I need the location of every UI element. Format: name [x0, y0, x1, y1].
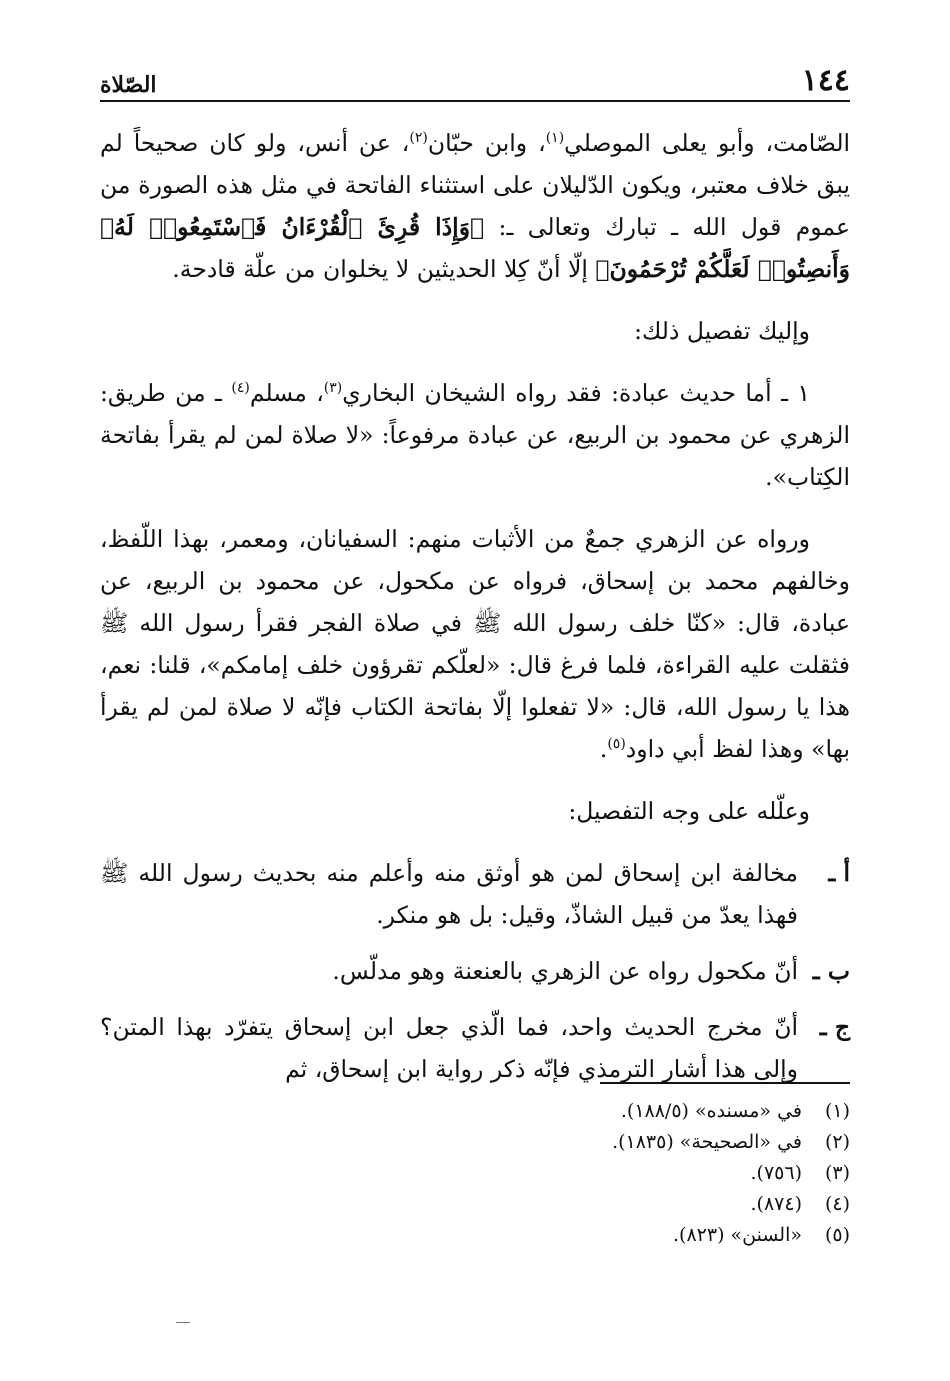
- page-header: [100, 62, 850, 102]
- paragraph-4: [100, 518, 850, 770]
- footnote-text: «السنن» (٨٢٣).: [673, 1224, 802, 1246]
- list-item-text: أنّ مكحول رواه عن الزهري بالعنعنة وهو مدلّس.: [332, 957, 798, 985]
- footnote-number: (٥): [824, 1224, 850, 1246]
- footnote: [105, 1096, 850, 1127]
- paragraph-3: [100, 372, 850, 498]
- scan-mark: [176, 1322, 190, 1323]
- list-item: [100, 1006, 850, 1090]
- footnote-number: (٣): [824, 1162, 850, 1184]
- footnote-ref-3: (٣): [323, 380, 343, 397]
- paragraph-1-text-a: الصّامت، وأبو يعلى الموصلي: [564, 129, 851, 157]
- footnote: [105, 1189, 850, 1220]
- paragraph-4-text-a: ورواه عن الزهري جمعٌ من الأثبات منهم: السفيانان، ومعمر، بهذا اللّفظ، وخالفهم محمد بن إسحاق، فرواه عن مكحول، عن محمود بن الربيع، عن عبادة، قال: «كنّا خلف رسول الله ﷺ في صلاة الفجر فقرأ رسول الله ﷺ فثقلت عليه القراءة، فلما فرغ قال: «لعلّكم تقرؤون خلف إمامكم»، قلنا: نعم، هذا يا رسول الله، قال: «لا تفعلوا إلّا بفاتحة الكتاب فإنّه لا صلاة لمن لم يقرأ بها» وهذا لفظ أبي داود: [100, 525, 850, 763]
- footnote-text: (٨٧٤).: [750, 1193, 802, 1215]
- paragraph-3-text-a: ١ ـ أما حديث عبادة: فقد رواه الشيخان البخاري: [342, 379, 811, 407]
- footnote-number: (٢): [824, 1131, 850, 1153]
- footnote-separator: [600, 1082, 850, 1084]
- paragraph-1: [100, 122, 850, 290]
- paragraph-1-text-d: إلّا أنّ كِلا الحديثين لا يخلوان من علّة قادحة.: [172, 255, 596, 283]
- footnote-ref-1: (١): [545, 130, 565, 147]
- list-item-text: مخالفة ابن إسحاق لمن هو أوثق منه وأعلم منه بحديث رسول الله ﷺ فهذا يعدّ من قبيل الشاذّ، وقيل: بل هو منكر.: [100, 859, 798, 929]
- footnote-ref-5: (٥): [607, 736, 626, 753]
- quran-verse: ﴿وَإِذَا قُرِئَ ٱلْقُرْءَانُ فَٱسْتَمِعُوا۟ لَهُۥ وَأَنصِتُوا۟ لَعَلَّكُمْ تُرْحَمُونَ﴾: [100, 213, 850, 283]
- list-item: [100, 950, 850, 992]
- main-text: [100, 122, 850, 1104]
- footnote-text: في «مسنده» (١٨٨/٥).: [620, 1100, 802, 1122]
- paragraph-3-text-c: ـ من طريق: الزهري عن محمود بن الربيع، عن عبادة مرفوعاً: «لا صلاة لمن لم يقرأ بفاتحة الكِتاب».: [100, 379, 850, 491]
- footnote: [105, 1158, 850, 1189]
- paragraph-2: وإليك تفصيل ذلك:: [634, 317, 810, 345]
- list-item-marker: أ ـ: [828, 859, 850, 887]
- footnote-number: (١): [824, 1100, 850, 1122]
- list-item-text: أنّ مخرج الحديث واحد، فما الّذي جعل ابن إسحاق يتفرّد بهذا المتن؟ وإلى هذا أشار الترمذي فإنّه ذكر رواية ابن إسحاق، ثم: [100, 1013, 798, 1083]
- footnotes: [105, 1082, 850, 1251]
- footnote-text: في «الصحيحة» (١٨٣٥).: [612, 1131, 802, 1153]
- list-item-marker: ب ـ: [812, 957, 850, 985]
- list-item-marker: ج ـ: [819, 1013, 850, 1041]
- footnote-number: (٤): [824, 1193, 850, 1215]
- footnote-ref-4: (٤): [231, 380, 250, 397]
- running-title: الصّلاة: [100, 72, 157, 98]
- page-number: ١٤٤: [801, 63, 850, 98]
- list-item: [100, 852, 850, 936]
- paragraph-5: وعلّله على وجه التفصيل:: [568, 797, 810, 825]
- footnote: [105, 1220, 850, 1251]
- paragraph-1-text-c: ، عن أنس، ولو كان صحيحاً لم يبق خلاف معتبر، ويكون الدّليلان على استثناء الفاتحة في مثل هذه الصورة من عموم قول الله ـ تبارك وتعالى ـ:: [100, 129, 850, 241]
- footnote-ref-2: (٢): [409, 130, 428, 147]
- paragraph-3-text-b: ، مسلم: [249, 379, 324, 407]
- paragraph-1-text-b: ، وابن حبّان: [427, 129, 546, 157]
- paragraph-4-text-b: .: [599, 735, 608, 763]
- footnote: [105, 1127, 850, 1158]
- footnote-text: (٧٥٦).: [750, 1162, 802, 1184]
